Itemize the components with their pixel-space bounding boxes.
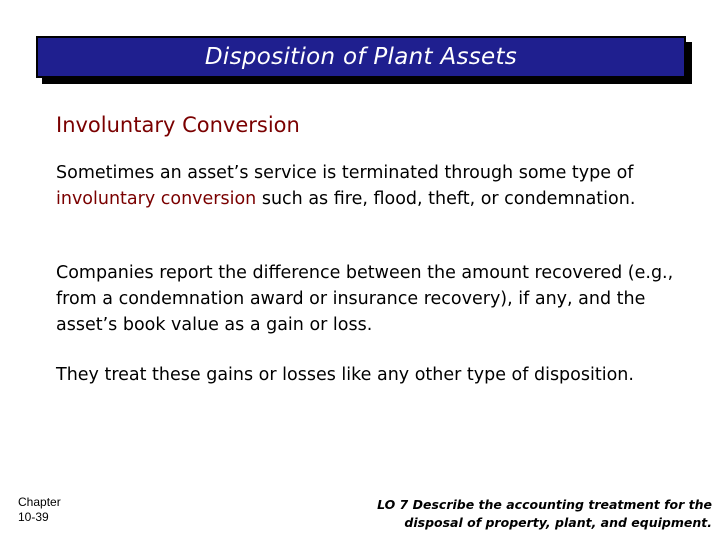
highlight-involuntary-conversion: involuntary conversion: [56, 189, 257, 209]
paragraph-1-text-start: Sometimes an asset’s service is terminated through some type of: [56, 163, 634, 183]
page-number: 10-39: [18, 510, 49, 524]
paragraph-involuntary-conversion: [56, 160, 696, 212]
paragraph-1-text-end: such as fire, flood, theft, or condemnation.: [256, 189, 636, 209]
paragraph-disposition: They treat these gains or losses like any other type of disposition.: [56, 365, 634, 385]
learning-objective-footer: [377, 496, 712, 532]
learning-objective-line-1: LO 7 Describe the accounting treatment for the: [377, 497, 712, 512]
slide-title: Disposition of Plant Assets: [204, 44, 518, 70]
title-bar: [36, 36, 686, 78]
chapter-label: Chapter: [18, 495, 61, 509]
slide-subtitle: Involuntary Conversion: [56, 113, 300, 137]
learning-objective-line-2: disposal of property, plant, and equipment.: [404, 515, 712, 530]
chapter-footer: [18, 495, 61, 525]
paragraph-gain-or-loss: Companies report the difference between the amount recovered (e.g., from a condemnation award or insurance recovery), if any, and the asset’s book value as a gain or loss.: [56, 263, 674, 335]
